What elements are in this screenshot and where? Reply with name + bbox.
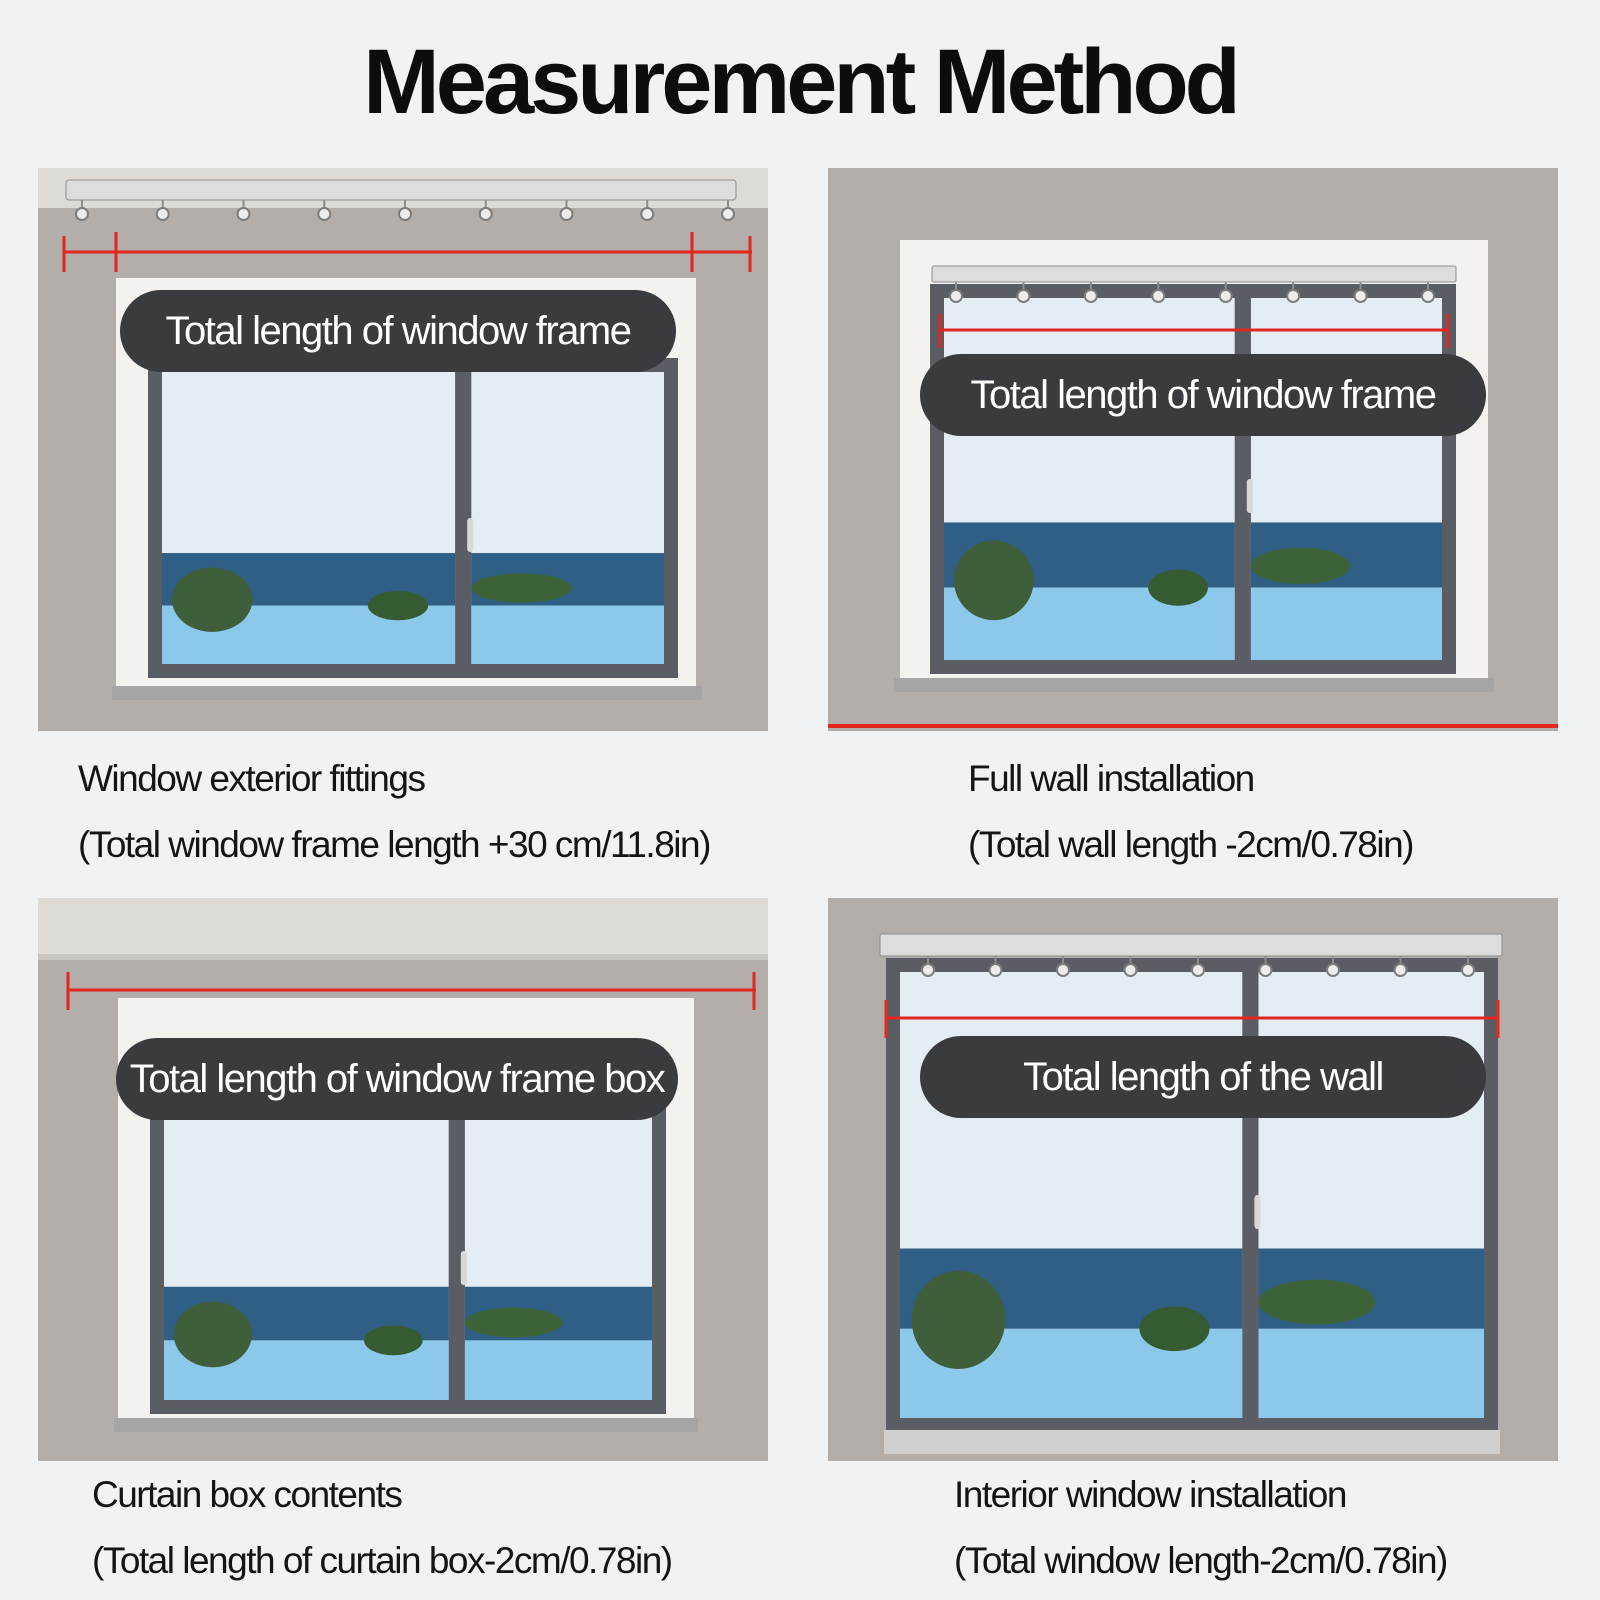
measure-badge: Total length of window frame [920, 354, 1486, 436]
curtain-rail [932, 266, 1456, 282]
window-frame [150, 1088, 666, 1414]
palm [1148, 570, 1208, 606]
rail-hook [1462, 964, 1474, 976]
window-frame [930, 284, 1456, 674]
panel-exterior-fittings [38, 168, 768, 731]
rail-hook [1152, 290, 1164, 302]
curtain-rail [880, 934, 1502, 956]
rail-hook [1057, 964, 1069, 976]
window-illustration [38, 898, 768, 1461]
caption-title: Full wall installation [968, 758, 1254, 799]
rail-hook [1017, 290, 1029, 302]
bush [912, 1271, 1005, 1369]
pool [1258, 1329, 1484, 1418]
window-frame [148, 358, 678, 678]
caption-title: Window exterior fittings [78, 758, 425, 799]
bush [172, 568, 252, 632]
rail-hook [722, 208, 734, 220]
caption-interior-window [954, 1474, 1447, 1582]
rail-hook [318, 208, 330, 220]
window-handle [1254, 1195, 1260, 1229]
caption-exterior-fittings [78, 758, 710, 866]
rail-hook [1220, 290, 1232, 302]
pool [1251, 588, 1442, 660]
rail-hook [1287, 290, 1299, 302]
caption-full-wall [968, 758, 1413, 866]
window-handle [467, 518, 473, 552]
rail-hook [76, 208, 88, 220]
rail-hook [1085, 290, 1097, 302]
rail-hook [1192, 964, 1204, 976]
pool [471, 606, 664, 664]
rail-hook [561, 208, 573, 220]
window-mullion [455, 372, 471, 664]
caption-formula: (Total window frame length +30 cm/11.8in) [78, 824, 710, 865]
palm [1258, 1280, 1375, 1325]
window-handle [461, 1251, 467, 1285]
bush [174, 1302, 252, 1368]
rail-hook [1422, 290, 1434, 302]
palm [1139, 1307, 1209, 1352]
caption-formula: (Total window length-2cm/0.78in) [954, 1540, 1447, 1581]
rail-hook [950, 290, 962, 302]
measure-badge: Total length of the wall [920, 1036, 1486, 1118]
rail-hook [1125, 964, 1137, 976]
curtain-rail [66, 180, 736, 200]
caption-curtain-box [92, 1474, 672, 1582]
caption-title: Interior window installation [954, 1474, 1346, 1515]
caption-formula: (Total wall length -2cm/0.78in) [968, 824, 1413, 865]
window-handle [1247, 479, 1253, 513]
palm [471, 573, 571, 602]
palm [364, 1326, 423, 1356]
rail-hook [922, 964, 934, 976]
page-title: Measurement Method [363, 31, 1237, 133]
window-illustration [828, 898, 1558, 1461]
rail-hook [641, 208, 653, 220]
palm [1251, 548, 1351, 584]
measure-badge: Total length of window frame box [116, 1038, 678, 1120]
panel-curtain-box [38, 898, 768, 1461]
window-illustration [38, 168, 768, 731]
rail-hook [238, 208, 250, 220]
window-illustration [828, 168, 1558, 731]
rail-hook [480, 208, 492, 220]
window-mullion [449, 1102, 465, 1400]
rail-hook [1327, 964, 1339, 976]
caption-formula: (Total length of curtain box-2cm/0.78in) [92, 1540, 672, 1581]
rail-hook [157, 208, 169, 220]
panel-interior-window [828, 898, 1558, 1461]
rail-hook [399, 208, 411, 220]
rail-hook [1260, 964, 1272, 976]
window-mullion [1235, 298, 1251, 660]
palm [465, 1308, 563, 1338]
panel-full-wall [828, 168, 1558, 731]
bush [954, 541, 1034, 621]
rail-hook [990, 964, 1002, 976]
palm [368, 591, 428, 620]
pool [465, 1340, 652, 1400]
measure-badge: Total length of window frame [120, 290, 676, 372]
rail-hook [1395, 964, 1407, 976]
window-frame [886, 958, 1498, 1432]
rail-hook [1355, 290, 1367, 302]
caption-title: Curtain box contents [92, 1474, 402, 1515]
